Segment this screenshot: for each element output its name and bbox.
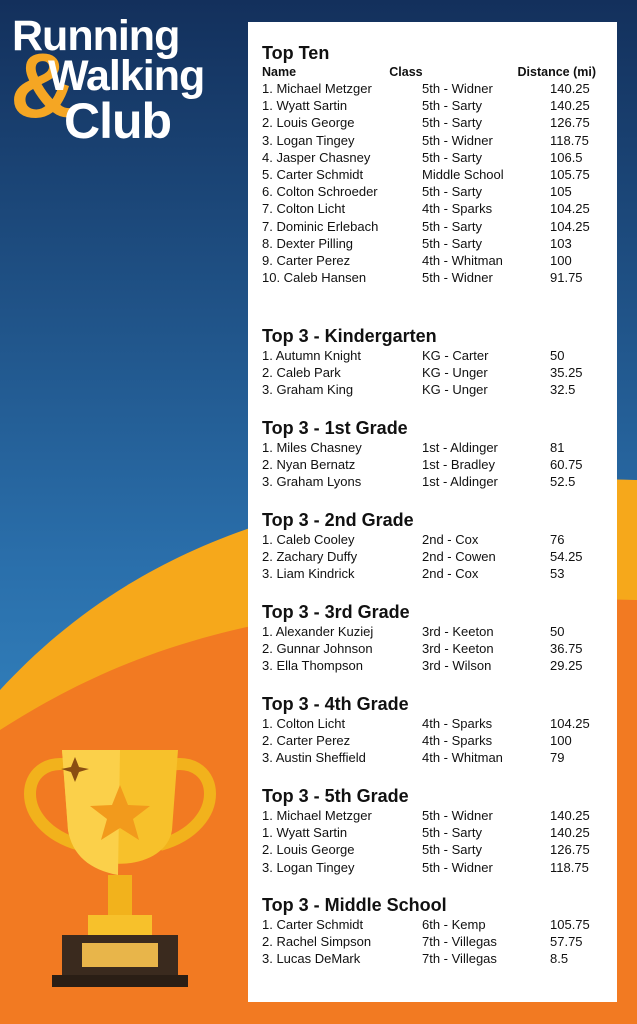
leaderboard-row bbox=[262, 97, 612, 114]
runner-name: 1. Caleb Cooley bbox=[262, 532, 355, 547]
leaderboard-row bbox=[262, 183, 612, 200]
runner-class: 5th - Sarty bbox=[422, 235, 482, 251]
runner-name: 4. Jasper Chasney bbox=[262, 149, 371, 165]
runner-class: KG - Unger bbox=[422, 365, 488, 381]
leaderboard-row bbox=[262, 166, 612, 183]
runner-class: 5th - Widner bbox=[422, 808, 493, 823]
club-logo bbox=[12, 12, 242, 152]
runner-class: 7th - Villegas bbox=[422, 951, 497, 967]
section-title: Top 3 - 5th Grade bbox=[262, 786, 409, 806]
runner-distance: 106.5 bbox=[550, 149, 583, 165]
runner-distance: 126.75 bbox=[550, 115, 590, 131]
runner-class: 5th - Sarty bbox=[422, 842, 482, 858]
leaderboard-row bbox=[262, 640, 612, 657]
runner-class: 5th - Sarty bbox=[422, 98, 482, 114]
runner-distance: 118.75 bbox=[550, 859, 589, 875]
runner-class: 7th - Villegas bbox=[422, 934, 497, 950]
leaderboard-row bbox=[262, 824, 612, 841]
runner-name: 2. Nyan Bernatz bbox=[262, 457, 356, 473]
runner-class: 5th - Widner bbox=[422, 132, 493, 148]
runner-distance: 32.5 bbox=[550, 382, 576, 398]
runner-class: 1st - Aldinger bbox=[422, 440, 498, 455]
leaderboard-row bbox=[262, 80, 612, 97]
runner-distance: 79 bbox=[550, 750, 565, 766]
header-class: Class bbox=[389, 65, 423, 79]
runner-distance: 91.75 bbox=[550, 270, 583, 286]
runner-distance: 140.25 bbox=[550, 81, 590, 96]
logo-word-running: Running bbox=[12, 12, 180, 60]
runner-class: 2nd - Cox bbox=[422, 532, 479, 547]
leaderboard-row bbox=[262, 149, 612, 166]
runner-distance: 35.25 bbox=[550, 365, 583, 381]
leaderboard-row bbox=[262, 950, 612, 967]
leaderboard-row bbox=[262, 841, 612, 858]
runner-distance: 8.5 bbox=[550, 951, 569, 967]
column-headers bbox=[262, 64, 612, 80]
runner-name: 1. Wyatt Sartin bbox=[262, 98, 348, 114]
runner-class: 3rd - Wilson bbox=[422, 658, 492, 674]
runner-name: 1. Colton Licht bbox=[262, 716, 346, 731]
leaderboard-row bbox=[262, 749, 612, 766]
leaderboard-row bbox=[262, 381, 612, 398]
runner-name: 8. Dexter Pilling bbox=[262, 235, 354, 251]
runner-distance: 105.75 bbox=[550, 917, 590, 932]
runner-class: 4th - Whitman bbox=[422, 252, 503, 268]
header-distance: Distance (mi) bbox=[517, 65, 597, 79]
runner-name: 1. Michael Metzger bbox=[262, 81, 372, 96]
runner-name: 1. Carter Schmidt bbox=[262, 917, 364, 932]
leaderboard-row bbox=[262, 132, 612, 149]
leaderboard-row bbox=[262, 269, 612, 286]
runner-name: 2. Louis George bbox=[262, 842, 355, 858]
runner-name: 7. Dominic Erlebach bbox=[262, 218, 379, 234]
leaderboard-row bbox=[262, 364, 612, 381]
runner-distance: 140.25 bbox=[550, 98, 590, 114]
runner-distance: 81 bbox=[550, 440, 565, 455]
runner-class: 5th - Sarty bbox=[422, 218, 482, 234]
runner-distance: 52.5 bbox=[550, 474, 576, 490]
leaderboard-row bbox=[262, 859, 612, 876]
runner-distance: 104.25 bbox=[550, 201, 590, 217]
runner-name: 6. Colton Schroeder bbox=[262, 184, 378, 200]
section-title: Top Ten bbox=[262, 43, 330, 63]
runner-name: 7. Colton Licht bbox=[262, 201, 346, 217]
runner-name: 1. Alexander Kuziej bbox=[262, 624, 374, 639]
runner-distance: 60.75 bbox=[550, 457, 583, 473]
runner-class: 4th - Sparks bbox=[422, 201, 493, 217]
runner-class: 2nd - Cowen bbox=[422, 549, 496, 565]
runner-distance: 57.75 bbox=[550, 934, 583, 950]
runner-class: 5th - Sarty bbox=[422, 184, 482, 200]
leaderboard-row bbox=[262, 623, 612, 640]
leaderboard-row bbox=[262, 807, 612, 824]
runner-distance: 103 bbox=[550, 235, 572, 251]
runner-distance: 140.25 bbox=[550, 825, 590, 841]
section-top3-3rd-grade bbox=[262, 601, 612, 675]
header-name: Name bbox=[262, 65, 297, 79]
runner-class: 5th - Sarty bbox=[422, 825, 482, 841]
section-title: Top 3 - 1st Grade bbox=[262, 418, 408, 438]
section-top3-middle-school bbox=[262, 894, 612, 968]
runner-name: 3. Logan Tingey bbox=[262, 859, 355, 875]
runner-class: KG - Unger bbox=[422, 382, 488, 398]
runner-class: 5th - Sarty bbox=[422, 149, 482, 165]
runner-class: 5th - Widner bbox=[422, 270, 493, 286]
logo-ampersand: & bbox=[10, 35, 77, 137]
runner-class: 1st - Aldinger bbox=[422, 474, 498, 490]
runner-name: 2. Rachel Simpson bbox=[262, 934, 372, 950]
runner-distance: 29.25 bbox=[550, 658, 583, 674]
runner-distance: 140.25 bbox=[550, 808, 590, 823]
runner-class: 5th - Widner bbox=[422, 859, 493, 875]
runner-name: 3. Liam Kindrick bbox=[262, 566, 355, 582]
runner-name: 1. Michael Metzger bbox=[262, 808, 372, 823]
runner-distance: 100 bbox=[550, 252, 572, 268]
leaderboard-row bbox=[262, 200, 612, 217]
runner-name: 3. Ella Thompson bbox=[262, 658, 363, 674]
section-title: Top 3 - Middle School bbox=[262, 895, 447, 915]
runner-distance: 105.75 bbox=[550, 166, 590, 182]
runner-name: 3. Graham Lyons bbox=[262, 474, 362, 490]
leaderboard-row bbox=[262, 439, 612, 456]
runner-name: 3. Logan Tingey bbox=[262, 132, 355, 148]
runner-class: 2nd - Cox bbox=[422, 566, 479, 582]
runner-class: 4th - Sparks bbox=[422, 733, 493, 749]
leaderboard-row bbox=[262, 732, 612, 749]
runner-distance: 50 bbox=[550, 624, 565, 639]
leaderboard-row bbox=[262, 657, 612, 674]
section-title: Top 3 - 3rd Grade bbox=[262, 602, 410, 622]
runner-distance: 54.25 bbox=[550, 549, 583, 565]
trophy-icon bbox=[0, 735, 240, 995]
runner-distance: 53 bbox=[550, 566, 565, 582]
leaderboard-row bbox=[262, 235, 612, 252]
runner-class: 6th - Kemp bbox=[422, 917, 486, 932]
runner-class: Middle School bbox=[422, 166, 504, 182]
runner-name: 2. Carter Perez bbox=[262, 733, 351, 749]
leaderboard-row bbox=[262, 933, 612, 950]
leaderboard-row bbox=[262, 347, 612, 364]
runner-name: 1. Miles Chasney bbox=[262, 440, 362, 455]
runner-name: 2. Caleb Park bbox=[262, 365, 341, 381]
runner-name: 2. Gunnar Johnson bbox=[262, 641, 373, 657]
section-top3-2nd-grade bbox=[262, 509, 612, 583]
leaderboard-row bbox=[262, 531, 612, 548]
section-top-ten bbox=[262, 42, 612, 286]
leaderboard-panel bbox=[248, 22, 617, 1002]
runner-class: 3rd - Keeton bbox=[422, 641, 494, 657]
runner-distance: 104.25 bbox=[550, 218, 590, 234]
section-title: Top 3 - 4th Grade bbox=[262, 694, 409, 714]
runner-name: 2. Louis George bbox=[262, 115, 355, 131]
section-title: Top 3 - 2nd Grade bbox=[262, 510, 414, 530]
leaderboard-row bbox=[262, 218, 612, 235]
leaderboard-row bbox=[262, 548, 612, 565]
section-top3-4th-grade bbox=[262, 693, 612, 767]
runner-name: 9. Carter Perez bbox=[262, 252, 351, 268]
runner-distance: 118.75 bbox=[550, 132, 589, 148]
leaderboard-row bbox=[262, 114, 612, 131]
runner-distance: 76 bbox=[550, 532, 565, 547]
runner-class: 5th - Sarty bbox=[422, 115, 482, 131]
runner-name: 3. Austin Sheffield bbox=[262, 750, 366, 766]
runner-class: 4th - Whitman bbox=[422, 750, 503, 766]
runner-name: 5. Carter Schmidt bbox=[262, 166, 364, 182]
section-top3-1st-grade bbox=[262, 417, 612, 491]
runner-class: 1st - Bradley bbox=[422, 457, 495, 473]
leaderboard-row bbox=[262, 565, 612, 582]
logo-word-club: Club bbox=[64, 93, 172, 149]
runner-name: 10. Caleb Hansen bbox=[262, 270, 367, 286]
runner-name: 1. Wyatt Sartin bbox=[262, 825, 348, 841]
logo-word-walking: Walking bbox=[48, 52, 205, 100]
section-top3-5th-grade bbox=[262, 785, 612, 876]
runner-distance: 100 bbox=[550, 733, 572, 749]
runner-name: 3. Lucas DeMark bbox=[262, 951, 361, 967]
runner-class: 4th - Sparks bbox=[422, 716, 493, 731]
section-title: Top 3 - Kindergarten bbox=[262, 326, 437, 346]
runner-distance: 36.75 bbox=[550, 641, 583, 657]
runner-name: 1. Autumn Knight bbox=[262, 348, 362, 363]
runner-class: 5th - Widner bbox=[422, 81, 493, 96]
runner-distance: 126.75 bbox=[550, 842, 590, 858]
runner-distance: 50 bbox=[550, 348, 565, 363]
section-top3-kindergarten bbox=[262, 325, 612, 399]
runner-class: 3rd - Keeton bbox=[422, 624, 494, 639]
runner-distance: 105 bbox=[550, 184, 572, 200]
leaderboard-row bbox=[262, 916, 612, 933]
runner-class: KG - Carter bbox=[422, 348, 489, 363]
leaderboard-row bbox=[262, 456, 612, 473]
runner-name: 2. Zachary Duffy bbox=[262, 549, 358, 565]
runner-name: 3. Graham King bbox=[262, 382, 354, 398]
leaderboard-row bbox=[262, 715, 612, 732]
leaderboard-row bbox=[262, 473, 612, 490]
runner-distance: 104.25 bbox=[550, 716, 590, 731]
leaderboard-row bbox=[262, 252, 612, 269]
